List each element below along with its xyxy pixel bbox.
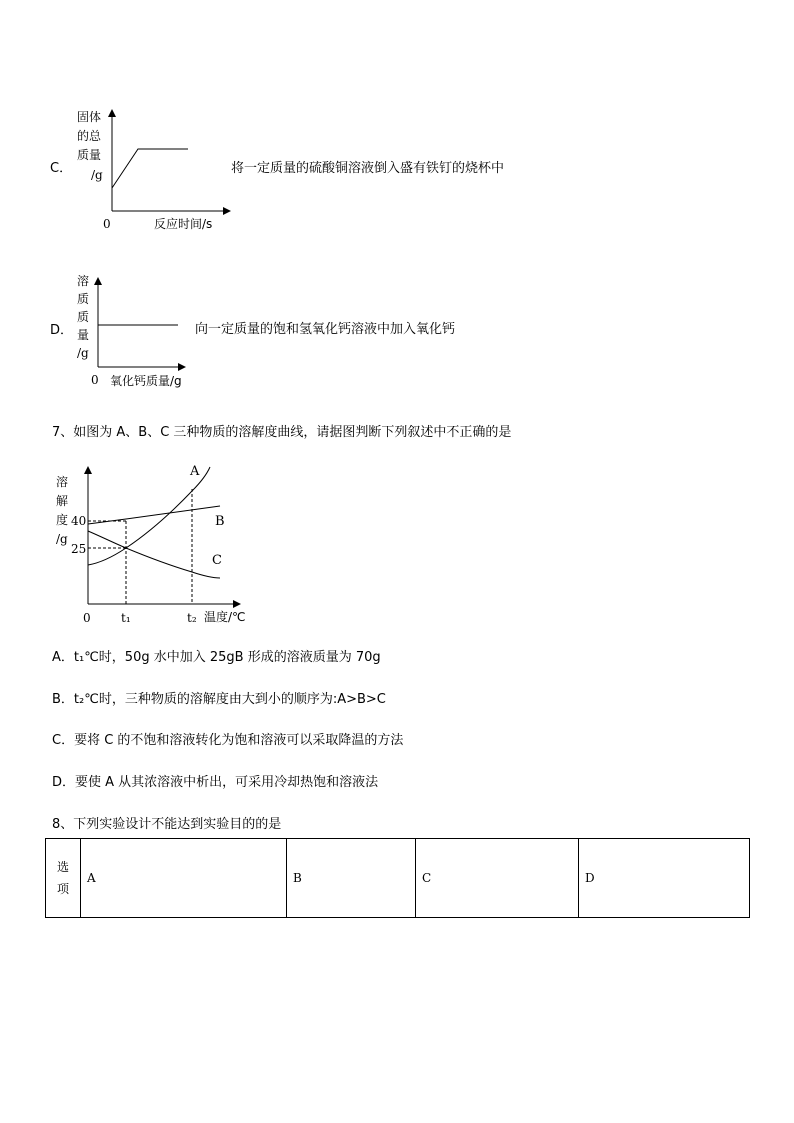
q7-curve-label-a: A bbox=[190, 464, 200, 479]
graph-c-xlabel: 反应时间/s bbox=[154, 217, 213, 231]
q8-table-head bbox=[46, 839, 81, 918]
graph-d-ylabel-2: 质 bbox=[77, 292, 90, 306]
q8-stem: 8、下列实验设计不能达到实验目的的是 bbox=[52, 817, 282, 832]
graph-d-ylabel-4: 量 bbox=[77, 328, 90, 342]
q8-cell-c: C bbox=[416, 839, 579, 918]
graph-d-description: 向一定质量的饱和氢氧化钙溶液中加入氧化钙 bbox=[195, 322, 456, 337]
q7-option-a: A．t₁℃时，50g 水中加入 25gB 形成的溶液质量为 70g bbox=[52, 650, 381, 665]
q7-tick-40: 40 bbox=[71, 514, 87, 528]
q8-cell-b: B bbox=[287, 839, 416, 918]
graph-d-xlabel: 氧化钙质量/g bbox=[110, 374, 182, 388]
q7-tick-t2: t₂ bbox=[187, 611, 197, 625]
q7-curve-c bbox=[88, 531, 220, 578]
q7-stem: 7、如图为 A、B、C 三种物质的溶解度曲线，请据图判断下列叙述中不正确的是 bbox=[52, 425, 512, 440]
graph-d-ylabel-3: 质 bbox=[77, 310, 90, 324]
q7-xlabel: 温度/℃ bbox=[204, 610, 246, 624]
graph-c-origin: 0 bbox=[103, 217, 111, 231]
q7-ylabel-unit: /g bbox=[56, 532, 68, 546]
graph-c-description: 将一定质量的硫酸铜溶液倒入盛有铁钉的烧杯中 bbox=[231, 161, 505, 176]
graph-d-ylabel-unit: /g bbox=[77, 346, 89, 360]
graph-c-ylabel-3: 质量 bbox=[77, 148, 102, 162]
q8-table bbox=[45, 838, 750, 918]
q7-option-b: B．t₂℃时，三种物质的溶解度由大到小的顺序为:A>B>C bbox=[52, 692, 386, 707]
q7-curve-label-c: C bbox=[212, 553, 222, 568]
q7-option-c: C．要将 C 的不饱和溶液转化为饱和溶液可以采取降温的方法 bbox=[52, 733, 404, 748]
q7-tick-0: 0 bbox=[83, 611, 91, 625]
q7-tick-25: 25 bbox=[71, 542, 87, 556]
q7-curve-label-b: B bbox=[215, 514, 225, 529]
q8-cell-a: A bbox=[81, 839, 287, 918]
q8-cell-d: D bbox=[579, 839, 750, 918]
q8-head-char-2: 项 bbox=[56, 882, 69, 896]
q7-option-d: D．要使 A 从其浓溶液中析出，可采用冷却热饱和溶液法 bbox=[52, 775, 379, 790]
q7-ylabel-3: 度 bbox=[56, 513, 69, 527]
q7-curve-b bbox=[88, 506, 220, 524]
graph-c-ylabel-1: 固体 bbox=[77, 110, 102, 124]
q7-tick-t1: t₁ bbox=[121, 611, 131, 625]
graph-c-ylabel-unit: /g bbox=[91, 168, 103, 182]
q8-head-char-1: 选 bbox=[56, 860, 69, 874]
q7-ylabel-1: 溶 bbox=[56, 475, 69, 489]
option-c-letter: C． bbox=[50, 161, 73, 176]
option-d-letter: D． bbox=[50, 323, 74, 338]
q7-ylabel-2: 解 bbox=[56, 494, 69, 508]
graph-d-ylabel-1: 溶 bbox=[77, 274, 90, 288]
table-row bbox=[46, 839, 750, 918]
graph-c-ylabel-2: 的总 bbox=[77, 129, 102, 143]
graph-d-origin: 0 bbox=[91, 373, 99, 387]
